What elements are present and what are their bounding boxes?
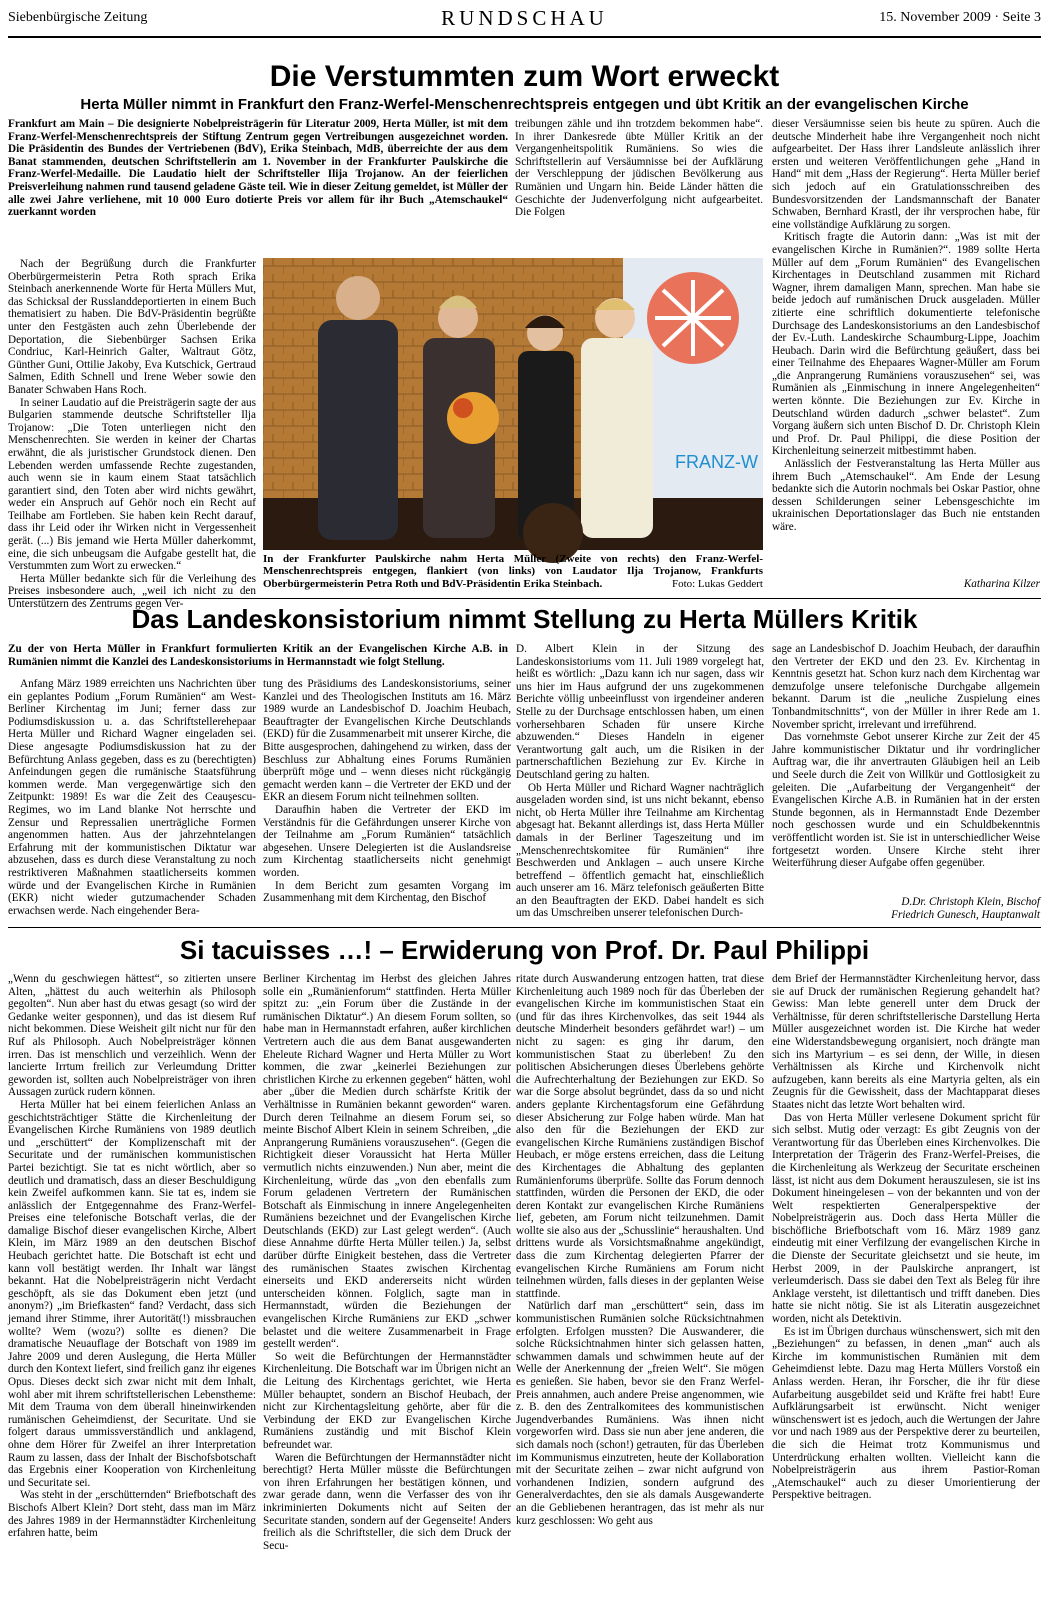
article1-col1	[8, 258, 256, 611]
article1-subtitle: Herta Müller nimmt in Frankfurt den Franz-Werfel-Menschenrechtspreis entgegen und übt Kritik an der evangelischen Kirche	[80, 96, 969, 113]
paragraph: Was steht in der „erschütternden“ Briefbotschaft des Bischofs Albert Klein? Dort steht, dass man im März des Jahres 1989 in der Hermannstädter Kirchenleitung erfahren hatte, beim	[8, 1489, 256, 1540]
paragraph: Das von Herta Müller verlesene Dokument spricht für sich selbst. Mutig oder verzagt: Es gibt Zeugnis von der Verantwortung für das Überleben eines Kirchenvolkes. Die Interpretation der Trägerin des Franz-Werfel-Preises, die die Kirchenleitung als Werkzeug der Securitate erscheinen lässt, ist nicht aus dem Dokument herauszulesen, sie ist ins Dokument hineingelesen – von der bekannten und von der Welt respektierten Generalperspektive der Nobelpreisträgerin aus. Doch dass Herta Müller die bischöfliche Briefbotschaft vom 16. März 1989 ganz eindeutig mit einer Verfilzung der evangelischen Kirche in die Dienste der Securitate gleichsetzt und sie heute, im Herbst 2009, in der Paulskirche anprangert, ist verleumderisch. Dass sie dabei den Text als Beleg für ihre Anklage versteht, ist dilettantisch und trifft daneben. Dies hatte sie nicht nötig. Sie ist als Literatin ausgezeichnet worden, nicht als Detektivin.	[772, 1111, 1040, 1326]
paragraph: Es ist im Übrigen durchaus wünschenswert, sich mit den „Beziehungen“ zu befassen, in denen „man“ auch als Kirche im kommunistischen Rumänien mit dem Geheimdienst lebte. Dazu mag Herta Müllers Vorstoß ein Anlass werden. Heran, ihr Forscher, die ihr für diese Aufarbeitung ausgebildet seid und Kräfte frei habt! Eure Aufklärungsarbeit ist erwünscht. Nicht weniger wünschenswert ist es jedoch, auch die Wertungen der Jahre vor und nach 1989 aus der Perspektive derer zu beurteilen, die sich die Heimat trotz Kommunismus und Unterdrückung erhalten wollten. Vielleicht kann die Nobelpreisträgerin aus ihrem Pastior-Roman „Atemschaukel“ auch zu dieser Umorientierung der Perspektive beitragen.	[772, 1325, 1040, 1502]
paragraph: So weit die Befürchtungen der Hermannstädter Kirchenleitung. Die Botschaft war im Übrigen nicht an die Leitung des Kirchentags gerichtet, wie Herta Müller behauptet, sondern an Bischof Heubach, der nicht zur Kirchentagsleitung gehörte, aber für die Verbindung der EKD zur Evangelischen Kirche Rumäniens zuständig und mit Bischof Klein befreundet war.	[263, 1350, 511, 1451]
paragraph: In dem Bericht zum gesamten Vorgang im Zusammenhang mit dem Kirchentag, den Bischof	[263, 879, 511, 905]
photo-illustration	[263, 258, 763, 550]
photo-caption: In der Frankfurter Paulskirche nahm Herta Müller (Zweite von rechts) den Franz-Werfel-Menschenrechtspreis entgegen, flankiert (von links) von Laudator Ilja Trojanow, Frankfurts Oberbürgermeisterin Petra Roth und BdV-Präsidentin Erika Steinbach. Foto: Lukas Geddert	[263, 553, 763, 590]
banner-text: FRANZ-W	[675, 452, 758, 472]
divider	[8, 598, 1041, 599]
article1-signature: Katharina Kilzer	[963, 578, 1040, 590]
paragraph: sage an Landesbischof D. Joachim Heubach, der daraufhin den Vertreter der EKD und den 23. Ev. Kirchentag in Kenntnis gesetzt hat. Schon kurz nach dem Kirchentag war demzufolge unsere telefonische Durchgabe allgemein bekannt. Darum ist die „neuliche Zuspielung eines Tonbandmitschnitts“, von der Müller in ihrer Rede am 1. November spricht, irrelevant und irreführend.	[772, 643, 1040, 731]
paragraph: dem Brief der Hermannstädter Kirchenleitung hervor, dass sie auf Druck der rumänischen Regierung gehandelt hat? Gewiss: Man lebte generell unter dem Druck der Verhältnisse, für deren schriftstellerische Darstellung Herta Müller ausgezeichnet worden ist. Die Kirche hat weder eine Widerstandsbewegung organisiert, noch drängte man sich ins Martyrium – es sei denn, der Wille, in diesen Verhältnissen als Kirche und Kirchenvolk nicht aufzugeben, kann bereits als eine Martyria gelten, als ein Zeugnis für die Gewissheit, dass der Machtapparat dieses Staates nicht das letzte Wort behalten wird.	[772, 973, 1040, 1111]
paragraph: Natürlich darf man „erschüttert“ sein, dass im kommunistischen Rumänien solche Rücksichtnahmen erfolgten. Erfolgen mussten? Die Auswanderer, die solche Rücksichtnahmen hinter sich gelassen hatten, schwammen damals und schwimmen heute auf der Welle der Anerkennung der „freien Welt“. Sie mögen es genießen. Sie haben, bevor sie den Franz Werfel-Preis annahmen, auch andere Preise angenommen, wie z. B. den des Zentralkomitees des kommunistischen Jugendverbandes Rumäniens. Was ihnen nicht vorgeworfen wird. Dass sie nun aber jene anderen, die sich damals noch (schon!) getrauten, für das Überleben im Kommunismus einzutreten, heute der Kollaboration mit der Securitate zeihen – zwar nicht aufgrund von vorhandenen Indizien, sondern aufgrund des Generalverdachtes, den sie als damals Ausgewanderte an die Gebliebenen herantragen, das ist mehr als nur kurz geschlossen: Wo geht aus	[516, 1300, 764, 1527]
paragraph: Daraufhin haben die Vertreter der EKD im Verständnis für die Gefährdungen unserer Kirche von der Teilnahme am „Forum Rumänien“ tatsächlich abgesehen. Unsere Delegierten ist die Auslandsreise zum Kirchentag staatlicherseits nicht genehmigt worden.	[263, 803, 511, 879]
paragraph: Nach der Begrüßung durch die Frankfurter Oberbürgermeisterin Petra Roth sprach Erika Steinbach anerkennende Worte für Herta Müllers Mut, das Schicksal der Russlanddeportierten in einem Buch thematisiert zu haben. Die BdV-Präsidentin begrüßte unter den Festgästen auch zehn Überlebende der Deportation, die Siebenbürger Sachsen Erika Condriuc, Karl-Heinrich Galter, Waltraut Götz, Günther Guni, Ottilie Jakoby, Eva Kutschick, Gertraud Salmen, Edith Schnell und Irene Weber sowie den Banater Schwaben Hans Roch.	[8, 258, 256, 396]
article2-title: Das Landeskonsistorium nimmt Stellung zu Herta Müllers Kritik	[131, 604, 918, 634]
paragraph: Anlässlich der Festveranstaltung las Herta Müller aus ihrem Buch „Atemschaukel“. Am Ende der Lesung bedankte sich die Autorin nochmals bei Oskar Pastior, ohne dessen Schilderungen seiner Lebensgeschichte im ukrainischen Deportationslager das Buch nie entstanden wäre.	[772, 458, 1040, 533]
article3-col4	[772, 973, 1040, 1593]
article3-col3	[516, 973, 764, 1593]
paragraph: Das vornehmste Gebot unserer Kirche zur Zeit der 45 Jahre kommunistischer Diktatur und ihr vordringlicher Auftrag war, die ihr anvertrauten Gläubigen heil an Leib und Seele durch die Zeit von Willkür und Gottlosigkeit zu geleiten. Die „Aufarbeitung der Vergangenheit“ der Evangelischen Kirche A.B. in Rumänien hat in der ersten Stunde begonnen, als in Hermannstadt Ende Dezember noch geschossen wurde und ein Schuldbekenntnis veröffentlicht worden ist. Sie ist in unterschiedlicher Weise fortgesetzt worden. Unsere Kirche steht ihrer Weiterführung dieser Aufgabe offen gegenüber.	[772, 731, 1040, 870]
article2-col4	[772, 643, 1040, 893]
section-title: RUNDSCHAU	[441, 6, 608, 30]
paragraph: treibungen zähle und ihn trotzdem bekommen habe“. In ihrer Dankesrede übte Müller Kritik an der Vergangenheitspolitik Rumäniens. So wies die Schriftstellerin auf Versäumnisse bei der Aufklärung der Verschleppung der jüdischen Bevölkerung aus Rumänien und Ungarn hin. Beide Länder hätten die Geschichte der Judenverfolgung nicht aufgearbeitet. Die Folgen	[515, 118, 763, 219]
article1-intro: Frankfurt am Main – Die designierte Nobelpreisträgerin für Literatur 2009, Herta Müller, ist mit dem Franz-Werfel-Menschenrechtspreis der Stiftung Zentrum gegen Vertreibungen ausgezeichnet worden. Die Präsidentin des Bundes der Vertriebenen (BdV), Erika Steinbach, MdB, überreichte der aus dem Banat stammenden, deutschen Schriftstellerin am 1. November in der Frankfurter Paulskirche die Franz-Werfel-Medaille. Die Laudatio hielt der Schriftsteller Ilija Trojanow. An der feierlichen Preisverleihung nahmen rund tausend geladene Gäste teil. Wie in dieser Zeitung gemeldet, ist Müller der alle zwei Jahre verliehene, mit 10 000 Euro dotierte Preis vor allem für ihr Buch „Atemschaukel“ zuerkannt worden	[8, 118, 508, 219]
article2-intro: Zu der von Herta Müller in Frankfurt formulierten Kritik an der Evangelischen Kirche A.B. in Rumänien nimmt die Kanzlei des Landeskonsistoriums in Hermannstadt wie folgt Stellung.	[8, 643, 508, 668]
article3-col2	[263, 973, 511, 1593]
paragraph: Ob Herta Müller und Richard Wagner nachträglich ausgeladen worden sind, ist uns nicht bekannt, ebenso nicht, ob Herta Müller ihre Teilnahme am Kirchentag abgesagt hat. Bekannt allerdings ist, dass Herta Müller damals in der Berliner Tageszeitung und im „Menschenrechtskomitee für Rumänien“ ihre Beschwerden und Anklagen – auch unsere Kirche betreffend – öffentlich gemacht hat, einschließlich auch unserer am 16. März telefonisch geäußerten Bitte an den Beauftragten der EKD. Dabei handelt es sich um das Umschreiben unserer telefonischen Durch-	[516, 781, 764, 920]
article2-signatures: D.Dr. Christoph Klein, Bischof Friedrich Gunesch, Hauptanwalt	[891, 896, 1040, 921]
article1-title: Die Verstummten zum Wort erweckt	[269, 60, 780, 93]
paragraph: Anfang März 1989 erreichten uns Nachrichten über ein geplantes Podium „Forum Rumänien“ am West-Berliner Kirchentag im Juni; ferner dass zur Podiumsdiskussion u. a. das Schriftstellerehepaar Herta Müller und Richard Wagner eingeladen sei. Diese angesagte Podiumsdiskussion hat zu der Befürchtung Anlass gegeben, dass es zu (berechtigten) Anfeindungen gegen die rumänische Staatsführung kommen werde. Man vergegenwärtige sich den Zeitpunkt: 1989! Es war die Zeit des Ceauşescu-Regimes, wo im Land blanke Not herrschte und Zensur und Repressalien unerträgliche Formen angenommen hatten. Aus der jahrzehntelangen Erfahrung mit der kommunistischen Diktatur war abzusehen, dass es durch diese Veranstaltung zu noch restriktiveren Maßnahmen staatlicherseits kommen würde und der Evangelischen Kirche in Rumänien (EKR) nicht wieder gutzumachender Schaden erwachsen werde. Nach eingehender Bera-	[8, 678, 256, 917]
article3-col1	[8, 973, 256, 1593]
paragraph: tung des Präsidiums des Landeskonsistoriums, seiner Kanzlei und des Theologischen Instituts am 16. März 1989 wurde an Landesbischof D. Joachim Heubach, Beauftragter der Evangelischen Kirche Deutschlands (EKD) für die Zusammenarbeit mit unserer Kirche, die Bitte ausgesprochen, dahingehend zu wirken, dass der Beschluss zur Abhaltung eines Forums Rumänien überprüft möge und – wenn dieses nicht rückgängig gemacht werden kann – die Vertreter der EKD und der EKR an diesem Forum nicht teilnehmen sollten.	[263, 678, 511, 804]
article3-title: Si tacuisses …! – Erwiderung von Prof. Dr. Paul Philippi	[179, 935, 870, 965]
article1-col2	[515, 118, 763, 254]
paragraph: Berliner Kirchentag im Herbst des gleichen Jahres solle ein „Rumänienforum“ stattfinden. Herta Müller spitzt zu: „ein Forum über die Zustände in der rumänischen Diktatur“.) An diesem Forum sollten, so habe man in Hermannstadt erfahren, außer kirchlichen Vertretern auch die aus dem Banat ausgewanderten Eheleute Richard Wagner und Herta Müller zu Wort kommen, die zwar „keinerlei Beziehungen zur christlichen Kirche zu erkennen gegeben“ hätten, wohl aber „über die Medien durch schärfste Kritik der Verhältnisse in Rumänien bekannt geworden“ waren. Durch deren Teilnahme an diesem Forum sei, so meinte Bischof Albert Klein in seinem Schreiben, „die Anprangerung Rumäniens vorauszusehen“. (Gegen die Richtigkeit dieser Voraussicht hat Herta Müller vermutlich nichts einzuwenden.) Nun aber, meint die Kirchenleitung, würde das „von den ebenfalls zum Forum geladenen Vertretern der Rumänischen Botschaft als Einmischung in innere Angelegenheiten Rumäniens bezeichnet und der Evangelischen Kirche Deutschlands (EKD) zur Last gelegt werden“. (Auch diese Annahme dürfte Herta Müller teilen.) Ja, selbst darüber dürfte Einigkeit bestehen, dass die Vertreter des rumänischen Staates zwischen Kirchentag einerseits und EKD andererseits nicht würden unterscheiden können. Folglich, sagte man in Hermannstadt, würden die Beziehungen der evangelischen Kirche Rumäniens zur EKD „schwer belastet und die weitere Zusammenarbeit in Frage gestellt werden“.	[263, 973, 511, 1351]
paragraph: ritate durch Auswanderung entzogen hatten, trat diese Kirchenleitung auch 1989 noch für das Überleben der evangelischen Kirche im kommunistischen Staat ein (und für das ihres Kirchenvolkes, das seit 1944 als deutsche Minderheit besonders gefährdet war!) – um nicht zu sagen: es ging ihr darum, den kommunistischen Staat zu überleben! Zu den politischen Absicherungen dieses Überlebens gehörte die Aufrechterhaltung der Beziehungen zur EKD. So war die Sorge absolut begründet, dass da so und nicht anders geplante Kirchentagsforum eine Gefährdung dieser Absicherung zur Folge haben würde. Man hat also den für die Beziehungen der EKD zur evangelischen Kirche Rumäniens zuständigen Bischof Heubach, er möge erstens erreichen, dass die Leitung des Kirchentages die Abhaltung des geplanten Rumänienforums überprüfe. Sollte das Forum dennoch stattfinden, würden die Personen der EKD, die oder deren Kontakt zur evangelischen Kirche Rumäniens lief, gebeten, am Forum nicht teilzunehmen. Damit wollte sie also aus der „Schusslinie“ heraushalten. Und drittens wurde als Vorsichtsmaßnahme angekündigt, dass die zum Kirchentag delegierten Pfarrer der evangelischen Kirche Rumäniens am Forum nicht teilnehmen würden, falls dieses in der geplanten Weise stattfinde.	[516, 973, 764, 1300]
newspaper-name: Siebenbürgische Zeitung	[8, 10, 148, 25]
award-photo	[263, 258, 763, 550]
article2-col3	[516, 643, 764, 923]
paragraph: dieser Versäumnisse seien bis heute zu spüren. Auch die deutsche Minderheit habe ihre Vergangenheit noch nicht aufgearbeitet. Der Hass ihrer Landsleute anlässlich ihrer ersten und weiteren Veröffentlichungen gehe „Hand in Hand“ mit dem „Hass der Regierung“. Herta Müller berief sich jedoch auf ein Gratulationsschreiben des Bundesvorsitzenden der Landsmannschaft der Banater Schwaben, Bernhard Krastl, der ihr versprochen habe, für eine vollständige Aufklärung zu sorgen.	[772, 118, 1040, 231]
paragraph: Herta Müller hat bei einem feierlichen Anlass an geschichtsträchtiger Stätte die Kirchenleitung der Evangelischen Kirche Rumäniens von 1989 deutlich und „erschüttert“ der Komplizenschaft mit der Securitate und der rumänischen kommunistischen Partei bezichtigt. Sie tat es nicht wörtlich, aber so deutlich und dramatisch, dass an dieser Beschuldigung kein Zweifel aufkommen kann. Sie tat es, indem sie anlässlich der Entgegennahme des Franz-Werfel-Preises eine telefonische Botschaft verlas, die der damalige Bischof dieser evangelischen Kirche, Albert Klein, im März 1989 an den deutschen Bischof Heubach gerichtet hatte. Die Botschaft ist echt und kann voll bestätigt werden. Ihr Inhalt war längst bekannt. Hat die Nobelpreisträgerin nicht Verdacht geschöpft, als sie das Dokument eben jetzt (und anonym?) „im Briefkasten“ fand? Verdacht, dass sich jemand ihrer Stimme, ihrer Autorität(!) missbrauchen wollte? Wem (wozu?) sollte es dienen? Die dramatische Neuauflage der Botschaft von 1989 im Jahre 2009 und deren Auslegung, die Herta Müller durch den Kontext liefert, sind freilich ganz ihr eigenes Opus. Dieses deckt sich zwar nicht mit dem Inhalt, wohl aber mit ihrem schriftstellerischen Lebenstheme: Mit dem Trauma von dem überall hineinwirkenden rumänischen Geheimdienst, der Securitate. Und sie folgert daraus ummissverständlich und anklagend, ohne dem Hörer für Zweifel an ihrer Interpretation Raum zu lassen, dass der Inhalt der Bischofsbotschaft das Ergebnis einer Kooperation von Kirchenleitung und Securitate sei.	[8, 1098, 256, 1489]
paragraph: Kritisch fragte die Autorin dann: „Was ist mit der evangelischen Kirche in Rumänien?“. 1989 sollte Herta Müller auf dem „Forum Rumänien“ des Evangelischen Kirchentages in Deutschland zusammen mit Richard Wagner, ihrem damaligen Mann, sprechen. Man habe sie beide jedoch auf rumänischen Druck ausgeladen. Müller zitierte eine schriftlich dokumentierte telefonische Durchsage des Landeskonsistoriums an den Landesbischof der Ev.-Luth. Landeskirche Schaumburg-Lippe, Joachim Heubach. Darin wird die Befürchtung geäußert, dass bei einer Teilnahme des Ehepaares Wagner-Müller am Forum „die Anprangerung Rumäniens vorauszusehen“ sei, was Rumänien als „Einmischung in innere Angelegenheiten“ werten könnte. Die Beziehungen zur Ev. Kirche in Deutschland würden dadurch „schwer belastet“. Zum Vorgang äußern sich unten Bischof D. Dr. Christoph Klein und Prof. Dr. Paul Philippi, die diese Position der Kirchenleitung seinerzeit mitbestimmt haben.	[772, 231, 1040, 458]
article1-col3	[772, 118, 1040, 578]
paragraph: In seiner Laudatio auf die Preisträgerin sagte der aus Bulgarien stammende deutsche Schriftsteller Ilja Trojanow: „Die Toten unterliegen nicht den Menschenrechten. Sie werden in keiner der Chartas erwähnt, die als juristischer Grundstock dienen. Den Lebenden werden umfassende Rechte zugestanden, auch wenn sie in kaum einem Staat tatsächlich garantiert sind, den Toten aber wird nichts gewährt, weder ein Anspruch auf Gehör noch ein Recht auf Teilhabe am Fortleben. Sie haben kein Recht darauf, dass ihr Leid oder ihr Wirken nicht in Vergessenheit gerät. (...) Bis jemand wie Herta Müller daherkommt, eine, die sich unbeugsam die Aufgabe gestellt hat, die Verstummten zum Wort zu erwecken.“	[8, 396, 256, 573]
page-header	[8, 6, 1041, 38]
article2-col1	[8, 678, 256, 923]
divider	[8, 927, 1041, 928]
article2-col2	[263, 678, 511, 923]
paragraph: Herta Müller bedankte sich für die Verleihung des Preises insbesondere auch, „weil ich nicht zu den Unterstützern des Zentrums gegen Ver-	[8, 572, 256, 611]
paragraph: D. Albert Klein in der Sitzung des Landeskonsistoriums vom 11. Juli 1989 vorgelegt hat, heißt es wörtlich: „Dazu kann ich nur sagen, dass wir uns hier im Haus aufgrund der uns zugekommenen Berichte völlig unbeeinflusst von irgendeiner anderen Stelle zu der Durchsage entschlossen haben, um einen vorhersehbaren Schaden für unsere Kirche abzuwenden.“ Dieses Handeln in eigener Verantwortung galt auch, um die Risiken in der partnerschaftlichen Beziehung zur Ev. Kirche in Deutschland gering zu halten.	[516, 643, 764, 781]
photo-credit: Foto: Lukas Geddert	[671, 577, 763, 590]
paragraph: Waren die Befürchtungen der Hermannstädter nicht berechtigt? Herta Müller müsste die Befürchtungen von ihren Erfahrungen her bestätigen können, und zwar gerade dann, wenn die Verfasser des von ihr inkriminierten Dokuments nicht auf Seiten der Securitate standen, sondern auf der Gegenseite! Anders freilich als die Schriftsteller, die sich dem Druck der Secu-	[263, 1451, 511, 1552]
date-page: 15. November 2009 · Seite 3	[879, 10, 1041, 25]
paragraph: „Wenn du geschwiegen hättest“, so zitierten unsere Alten, „hättest du auch weiterhin als Philosoph gegolten“. Nun aber hast du etwas gesagt (so wird der Gedanke weiter gesponnen), und das ist diesem Ruf nicht bekommen. Diese Weisheit gilt nicht nur für den Ruf als Philosoph. Auch Nobelpreisträger können irren. Das ist menschlich und verzeihlich. Wenn der lancierte Irrtum freilich zur Verleumdung Dritter geworden ist, sollten auch Nobelpreisträger von ihren Aussagen zurück rudern können.	[8, 973, 256, 1099]
